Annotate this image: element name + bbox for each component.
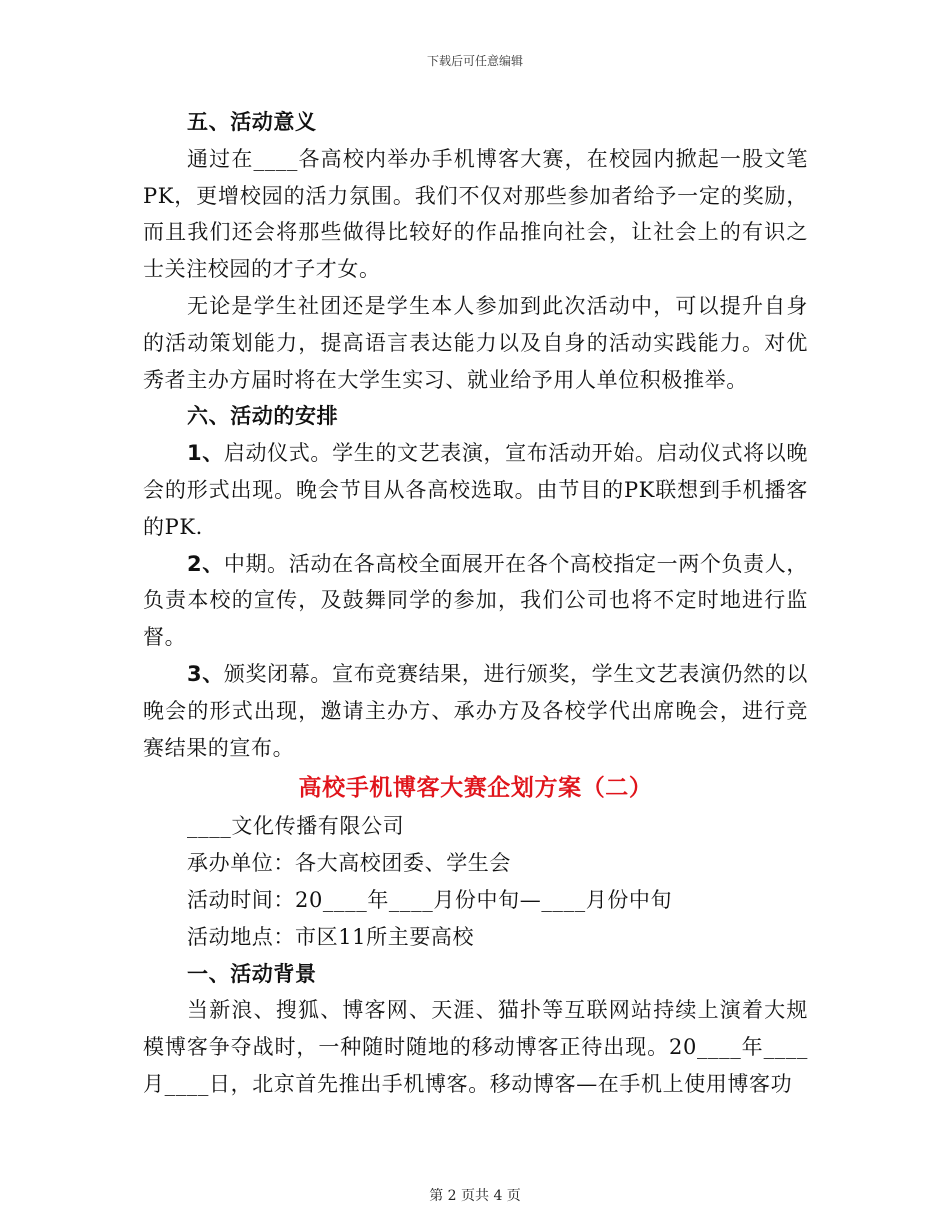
organizer-line: ____文化传播有限公司 [187,814,405,839]
activity-time-line: 活动时间：20____年____月份中旬—____月份中旬 [187,887,673,912]
section-heading-1: 一、活动背景 [187,961,317,986]
list-item-number: 2、 [187,551,224,576]
paragraph: 当新浪、搜狐、博客网、天涯、猫扑等互联网站持续上演着大规模博客争夺战时，一种随时随地的移动博客正待出现。20____年____月____日，北京首先推出手机博客。移动博客—在手机上使用博客功 [143,998,808,1096]
section-heading-6: 六、活动的安排 [187,404,339,429]
list-item-number: 1、 [187,441,224,466]
list-item [143,656,808,766]
page-header: 下载后可任意编辑 [426,54,523,68]
document-body [143,104,808,1103]
list-item-text: 启动仪式。学生的文艺表演，宣布活动开始。启动仪式将以晚会的形式出现。晚会节目从各高校选取。由节目的PK联想到手机播客的PK. [143,441,809,539]
list-item-text: 颁奖闭幕。宣布竞赛结果，进行颁奖，学生文艺表演仍然的以晚会的形式出现，邀请主办方、承办方及各校学代出席晚会，进行竞赛结果的宣布。 [143,661,809,760]
section-heading-5: 五、活动意义 [187,110,317,134]
list-item [143,546,808,656]
page-footer: 第 2 页共 4 页 [429,1188,521,1204]
activity-place-line: 活动地点：市区11所主要高校 [187,924,475,949]
list-item [143,435,808,545]
co-organizer-line: 承办单位：各大高校团委、学生会 [187,851,511,876]
paragraph: 无论是学生社团还是学生本人参加到此次活动中，可以提升自身的活动策划能力，提高语言表达能力以及自身的活动实践能力。对优秀者主办方届时将在大学生实习、就业给予用人单位积极推举。 [143,293,808,392]
list-item-text: 中期。活动在各高校全面展开在各个高校指定一两个负责人，负责本校的宣传，及鼓舞同学的参加，我们公司也将不定时地进行监督。 [143,551,809,650]
paragraph: 通过在____各高校内举办手机博客大赛，在校园内掀起一股文笔PK，更增校园的活力氛围。我们不仅对那些参加者给予一定的奖励，而且我们还会将那些做得比较好的作品推向社会，让社会上的有识之士关注校园的才子才女。 [143,146,808,282]
document-title: 高校手机博客大赛企划方案（二） [298,775,653,802]
list-item-number: 3、 [187,661,224,686]
